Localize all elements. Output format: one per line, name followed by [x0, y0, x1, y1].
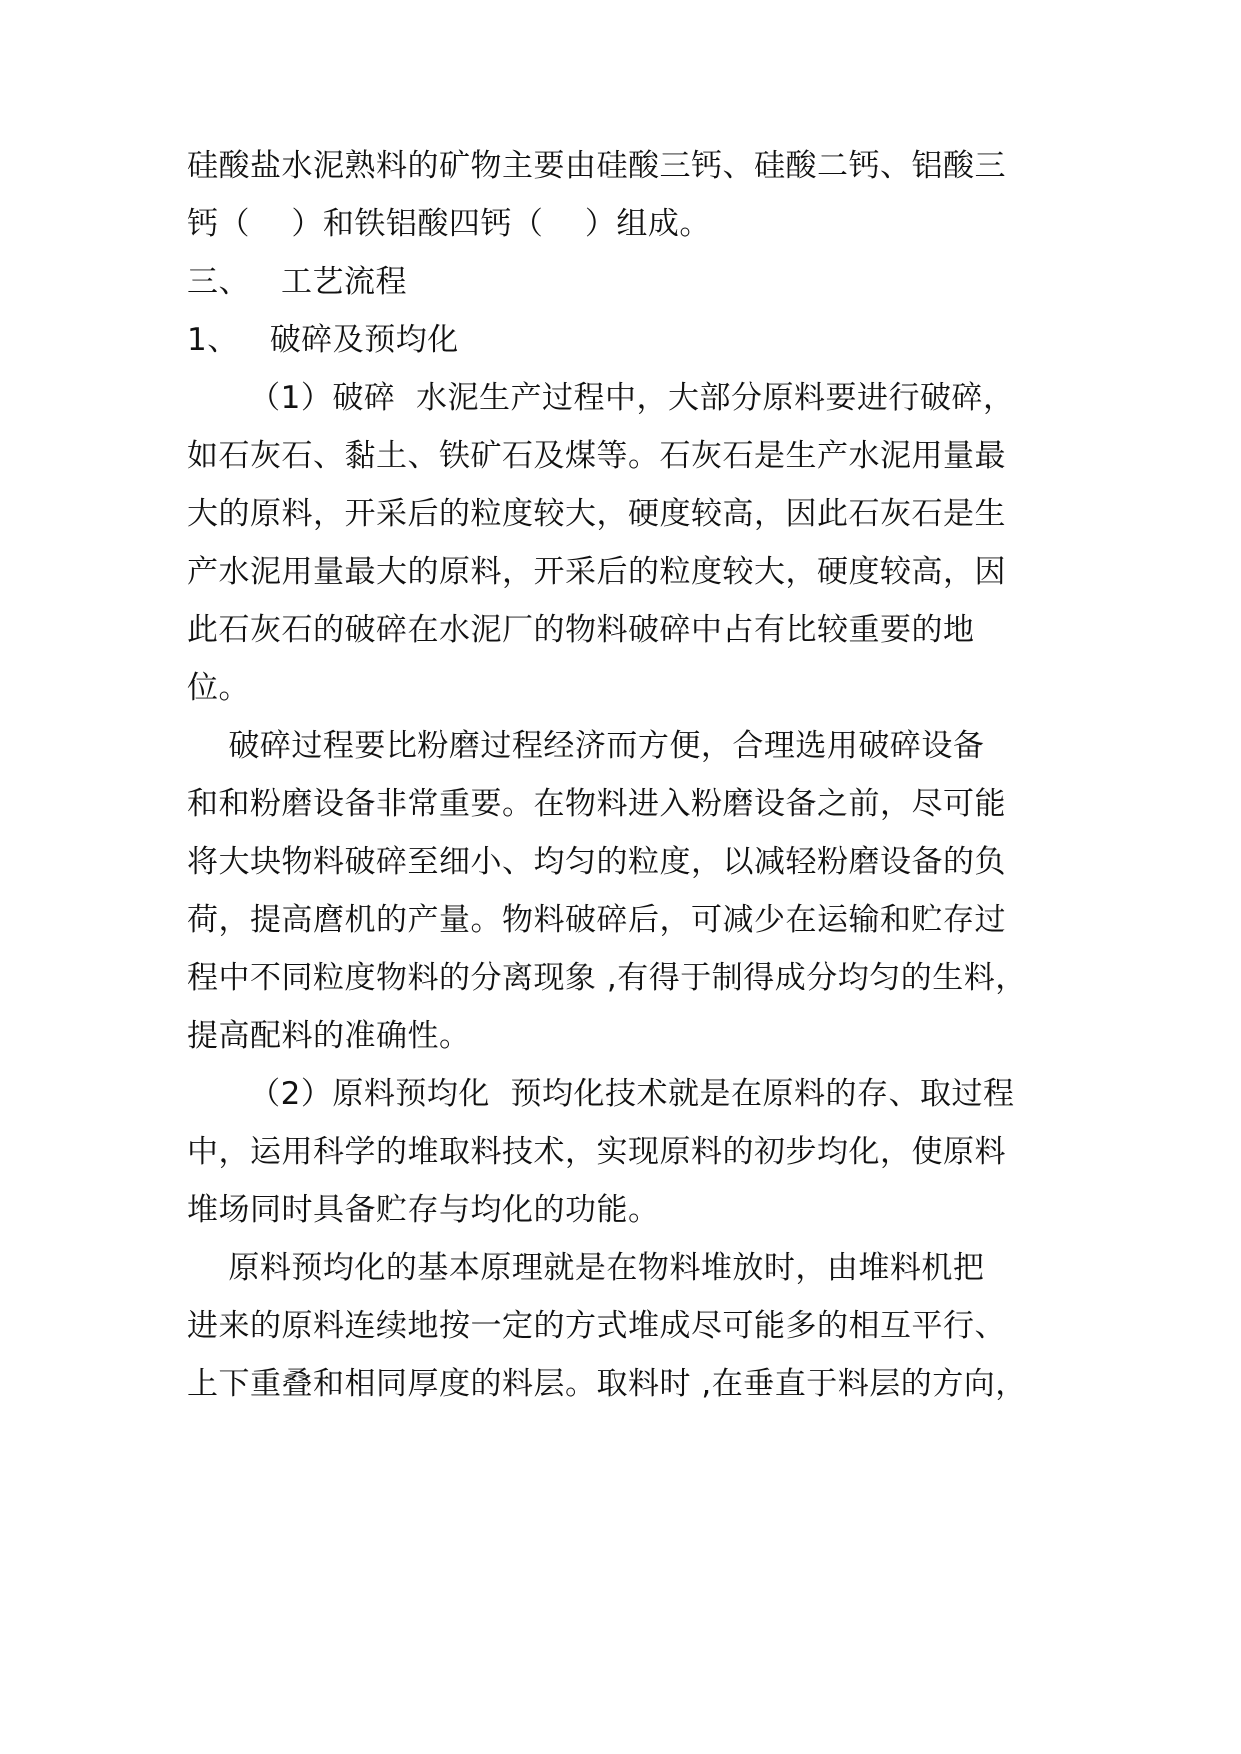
paragraph-line: 进来的原料连续地按一定的方式堆成尽可能多的相互平行、	[187, 1308, 1006, 1344]
paragraph-line: 堆场同时具备贮存与均化的功能。	[187, 1192, 660, 1228]
paragraph-line: （1）破碎 水泥生产过程中，大部分原料要进行破碎，	[187, 380, 1015, 416]
paragraph-line: 大的原料，开采后的粒度较大，硬度较高，因此石灰石是生	[187, 496, 1006, 532]
paragraph-line: 和和粉磨设备非常重要。在物料进入粉磨设备之前，尽可能	[187, 786, 1006, 822]
paragraph-line: 位。	[187, 670, 250, 706]
paragraph-line: 将大块物料破碎至细小、均匀的粒度，以减轻粉磨设备的负	[187, 844, 1006, 880]
subsection-heading: 1、 破碎及预均化	[187, 322, 459, 358]
paragraph-line: 荷，提高麿机的产量。物料破碎后，可减少在运输和贮存过	[187, 902, 1006, 938]
section-heading: 三、 工艺流程	[187, 264, 408, 300]
paragraph-line: 如石灰石、黏土、铁矿石及煤等。石灰石是生产水泥用量最	[187, 438, 1006, 474]
paragraph-line: （2）原料预均化 预均化技术就是在原料的存、取过程	[187, 1076, 1015, 1112]
paragraph-line: 上下重叠和相同厚度的料层。取料时 ,在垂直于料层的方向，	[187, 1366, 1027, 1402]
paragraph-line: 破碎过程要比粉磨过程经济而方便，合理选用破碎设备	[187, 728, 985, 764]
paragraph-line: 提高配料的准确性。	[187, 1018, 471, 1054]
paragraph-line: 产水泥用量最大的原料，开采后的粒度较大，硬度较高，因	[187, 554, 1006, 590]
paragraph-line: 硅酸盐水泥熟料的矿物主要由硅酸三钙、硅酸二钙、铝酸三	[187, 148, 1006, 184]
paragraph-line: 中，运用科学的堆取料技术，实现原料的初步均化，使原料	[187, 1134, 1006, 1170]
paragraph-line: 程中不同粒度物料的分离现象 ,有得于制得成分均匀的生料，	[187, 960, 1027, 996]
paragraph-line: 原料预均化的基本原理就是在物料堆放时，由堆料机把	[187, 1250, 985, 1286]
paragraph-line: 此石灰石的破碎在水泥厂的物料破碎中占有比较重要的地	[187, 612, 975, 648]
paragraph-line: 钙（ ）和铁铝酸四钙（ ）组成。	[187, 206, 711, 242]
